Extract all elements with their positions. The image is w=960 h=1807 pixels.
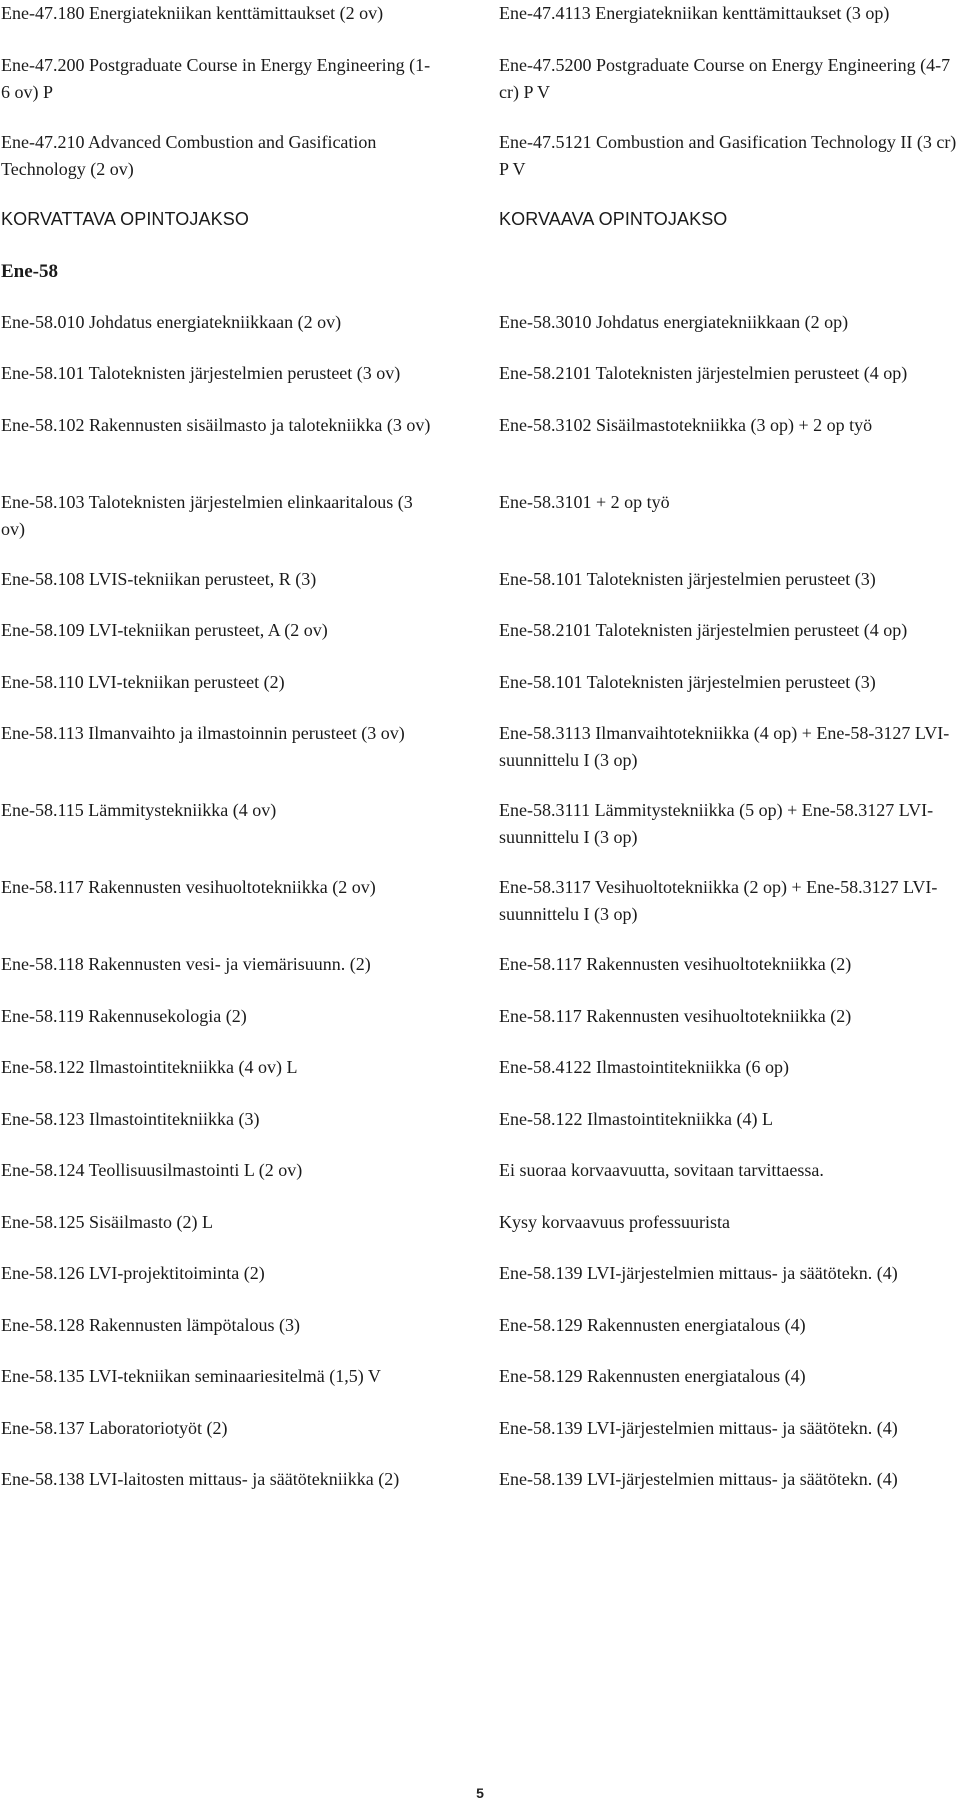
replacing-course: Ene-58.3010 Johdatus energiatekniikkaan (2 op) [499,312,849,332]
replaced-course: Ene-58.010 Johdatus energiatekniikkaan (2 ov) [1,312,342,332]
replacing-course: Ene-47.5121 Combustion and Gasification Technology II (3 cr) P V [499,132,957,179]
replacing-course: Ene-58.117 Rakennusten vesihuoltotekniikka (2) [499,1006,852,1026]
table-row [0,1209,960,1236]
section-title: Ene-58 [1,261,58,282]
replaced-course: Ene-58.103 Taloteknisten järjestelmien elinkaaritalous (3 ov) [1,492,413,539]
table-row [0,489,960,543]
replaced-course: Ene-58.109 LVI-tekniikan perusteet, A (2 ov) [1,620,328,640]
replacing-course: Ene-58.122 Ilmastointitekniikka (4) L [499,1109,773,1129]
table-row [0,1054,960,1081]
replacing-course: Ene-58.3101 + 2 op työ [499,492,670,512]
replaced-course: Ene-58.137 Laboratoriotyöt (2) [1,1418,228,1438]
replaced-course: Ene-58.126 LVI-projektitoiminta (2) [1,1263,265,1283]
table-row [0,617,960,644]
replaced-course: Ene-58.118 Rakennusten vesi- ja viemärisuunn. (2) [1,954,371,974]
replaced-course: Ene-58.125 Sisäilmasto (2) L [1,1212,213,1232]
replacing-course: Kysy korvaavuus professuurista [499,1212,730,1232]
replaced-course: Ene-58.128 Rakennusten lämpötalous (3) [1,1315,300,1335]
replaced-course: Ene-58.115 Lämmitystekniikka (4 ov) [1,800,277,820]
table-row [0,412,960,439]
replacing-course: Ei suoraa korvaavuutta, sovitaan tarvittaessa. [499,1160,824,1180]
replaced-course: Ene-58.102 Rakennusten sisäilmasto ja talotekniikka (3 ov) [1,415,431,435]
replaced-course: Ene-58.101 Taloteknisten järjestelmien perusteet (3 ov) [1,363,401,383]
replacing-course: Ene-58.2101 Taloteknisten järjestelmien perusteet (4 op) [499,620,908,640]
replaced-course: Ene-58.113 Ilmanvaihto ja ilmastoinnin perusteet (3 ov) [1,723,405,743]
table-row [0,129,960,183]
page-number: 5 [476,1785,484,1801]
replacing-course: Ene-58.139 LVI-järjestelmien mittaus- ja säätötekn. (4) [499,1418,898,1438]
replaced-course: Ene-58.138 LVI-laitosten mittaus- ja säätötekniikka (2) [1,1469,400,1489]
table-row [0,951,960,978]
table-row [0,0,960,27]
replacing-course: Ene-58.101 Taloteknisten järjestelmien perusteet (3) [499,672,876,692]
replaced-course: Ene-58.124 Teollisuusilmastointi L (2 ov) [1,1160,303,1180]
replaced-course: Ene-58.119 Rakennusekologia (2) [1,1006,247,1026]
replaced-course: Ene-47.200 Postgraduate Course in Energy Engineering (1-6 ov) P [1,55,431,102]
table-row [0,1157,960,1184]
table-row [0,309,960,336]
replacing-course: Ene-58.139 LVI-järjestelmien mittaus- ja säätötekn. (4) [499,1263,898,1283]
replacing-course: Ene-58.129 Rakennusten energiatalous (4) [499,1315,806,1335]
table-row [0,720,960,774]
column-header-row [0,206,960,233]
replaced-course: Ene-58.122 Ilmastointitekniikka (4 ov) L [1,1057,298,1077]
table-row [0,874,960,928]
table-row [0,797,960,851]
replaced-course: Ene-58.135 LVI-tekniikan seminaariesitelmä (1,5) V [1,1366,381,1386]
table-row [0,1415,960,1442]
replaced-course: Ene-47.180 Energiatekniikan kenttämittaukset (2 ov) [1,3,384,23]
column-header-replaced: KORVATTAVA OPINTOJAKSO [1,209,249,229]
replacing-course: Ene-58.101 Taloteknisten järjestelmien perusteet (3) [499,569,876,589]
table-row [0,360,960,387]
replacing-course: Ene-58.4122 Ilmastointitekniikka (6 op) [499,1057,789,1077]
table-row [0,566,960,593]
table-row [0,1312,960,1339]
replaced-course: Ene-58.123 Ilmastointitekniikka (3) [1,1109,260,1129]
replaced-course: Ene-58.110 LVI-tekniikan perusteet (2) [1,672,285,692]
replacing-course: Ene-47.5200 Postgraduate Course on Energy Engineering (4-7 cr) P V [499,55,951,102]
table-row [0,1466,960,1493]
replacing-course: Ene-58.2101 Taloteknisten järjestelmien perusteet (4 op) [499,363,908,383]
replaced-course: Ene-58.108 LVIS-tekniikan perusteet, R (3) [1,569,317,589]
replacing-course: Ene-58.139 LVI-järjestelmien mittaus- ja säätötekn. (4) [499,1469,898,1489]
replacing-course: Ene-47.4113 Energiatekniikan kenttämittaukset (3 op) [499,3,890,23]
replacing-course: Ene-58.129 Rakennusten energiatalous (4) [499,1366,806,1386]
table-row [0,1106,960,1133]
replaced-course: Ene-58.117 Rakennusten vesihuoltotekniikka (2 ov) [1,877,376,897]
replacing-course: Ene-58.3102 Sisäilmastotekniikka (3 op) + 2 op työ [499,415,873,435]
column-header-replacing: KORVAAVA OPINTOJAKSO [499,209,728,229]
replacing-course: Ene-58.3117 Vesihuoltotekniikka (2 op) + Ene-58.3127 LVI-suunnittelu I (3 op) [499,877,938,924]
table-row [0,669,960,696]
table-row [0,52,960,106]
replacing-course: Ene-58.117 Rakennusten vesihuoltotekniikka (2) [499,954,852,974]
replacing-course: Ene-58.3111 Lämmitystekniikka (5 op) + Ene-58.3127 LVI-suunnittelu I (3 op) [499,800,934,847]
table-row [0,1363,960,1390]
replacing-course: Ene-58.3113 Ilmanvaihtotekniikka (4 op) + Ene-58-3127 LVI-suunnittelu I (3 op) [499,723,950,770]
table-row [0,1003,960,1030]
replaced-course: Ene-47.210 Advanced Combustion and Gasification Technology (2 ov) [1,132,377,179]
table-row [0,1260,960,1287]
